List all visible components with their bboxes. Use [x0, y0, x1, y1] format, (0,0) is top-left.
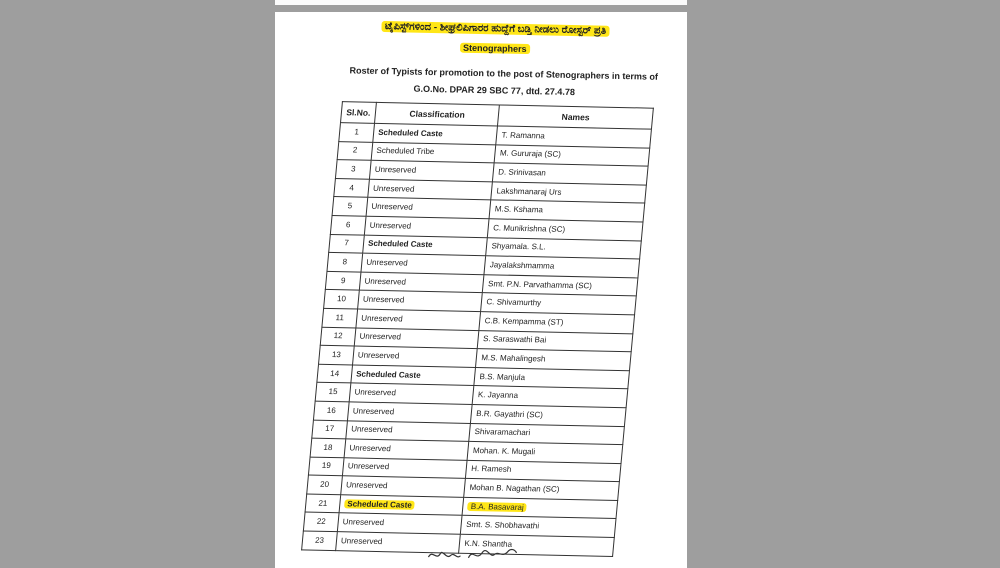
- row-classification: Unreserved: [369, 160, 494, 181]
- row-name: B.R. Gayathri (SC): [471, 404, 626, 426]
- document-sheet: [275, 12, 687, 568]
- row-slno: 15: [315, 383, 351, 402]
- row-classification: Unreserved: [341, 476, 466, 497]
- row-slno: 16: [313, 401, 349, 420]
- row-name: C. Shivamurthy: [481, 293, 636, 315]
- row-classification: Unreserved: [353, 346, 478, 367]
- subtitle: [460, 43, 530, 54]
- row-classification: Unreserved: [346, 420, 471, 441]
- row-classification: Unreserved: [358, 290, 483, 311]
- row-name: C. Munikrishna (SC): [488, 219, 643, 241]
- row-slno: 11: [322, 308, 358, 327]
- row-name: Jayalakshmamma: [484, 256, 639, 278]
- row-name: M. Gururaja (SC): [495, 145, 650, 167]
- row-slno: 3: [335, 160, 371, 179]
- row-slno: 21: [305, 494, 341, 513]
- order-reference: G.O.No. DPAR 29 SBC 77, dtd. 27.4.78: [413, 83, 576, 98]
- roster-body: [302, 123, 652, 556]
- row-classification: Unreserved: [336, 532, 461, 553]
- row-classification: Unreserved: [347, 402, 472, 423]
- row-name: C.B. Kempamma (ST): [479, 312, 634, 334]
- row-classification: Unreserved: [356, 309, 481, 330]
- row-slno: 18: [310, 438, 346, 457]
- row-slno: 17: [312, 420, 348, 439]
- row-classification: Unreserved: [344, 439, 469, 460]
- row-classification: Scheduled Caste: [363, 235, 488, 256]
- row-classification: Unreserved: [342, 457, 467, 478]
- row-classification: Unreserved: [359, 272, 484, 293]
- row-name: Shyamala. S.L.: [486, 237, 641, 259]
- row-classification: Unreserved: [354, 328, 479, 349]
- row-name: M.S. Kshama: [490, 200, 645, 222]
- row-slno: 23: [302, 531, 338, 550]
- row-classification: Unreserved: [368, 179, 493, 200]
- row-name: H. Ramesh: [466, 460, 621, 482]
- row-classification: Scheduled Tribe: [371, 142, 496, 163]
- row-name: Lakshmanaraj Urs: [491, 182, 646, 204]
- row-slno: 19: [308, 457, 344, 476]
- kannada-title-text: ಟೈಪಿಸ್ಟ್‌ಗಳಿಂದ - ಶೀಘ್ರಲಿಪಿಗಾರರ ಹುದ್ದೆಗೆ ಬಡ್ತಿ ನೀಡಲು ರೋಸ್ಟರ್ ಪ್ರತಿ: [382, 21, 609, 37]
- row-classification: Unreserved: [349, 383, 474, 404]
- row-name: Shivaramachari: [469, 423, 624, 445]
- row-name: K.N. Shantha: [459, 534, 614, 556]
- subtitle-text: Stenographers: [460, 43, 530, 54]
- previous-page-edge: [275, 0, 687, 5]
- header-classification: Classification: [374, 102, 499, 126]
- header-slno: Sl.No.: [341, 102, 377, 124]
- row-name: Mohan. K. Mugali: [468, 442, 623, 464]
- row-name: Smt. P.N. Parvathamma (SC): [483, 274, 638, 296]
- row-slno: 12: [320, 327, 356, 346]
- row-slno: 1: [339, 123, 375, 142]
- row-slno: 22: [303, 512, 339, 531]
- document-page: [275, 12, 687, 568]
- row-classification: Unreserved: [366, 198, 491, 219]
- kannada-title: [375, 20, 615, 39]
- row-classification: Scheduled Caste: [351, 365, 476, 386]
- row-slno: 20: [307, 475, 343, 494]
- row-slno: 9: [325, 271, 361, 290]
- row-name: Mohan B. Nagathan (SC): [464, 479, 619, 501]
- row-classification: Unreserved: [361, 253, 486, 274]
- row-classification: Unreserved: [337, 513, 462, 534]
- row-classification: Unreserved: [364, 216, 489, 237]
- highlighted-classification: Scheduled Caste: [344, 499, 415, 509]
- row-name: K. Jayanna: [473, 386, 628, 408]
- row-slno: 7: [329, 234, 365, 253]
- row-name: D. Srinivasan: [493, 163, 648, 185]
- row-name: M.S. Mahalingesh: [476, 349, 631, 371]
- row-slno: 5: [332, 197, 368, 216]
- row-slno: 8: [327, 253, 363, 272]
- row-name: Smt. S. Shobhavathi: [461, 516, 616, 538]
- handwritten-signature: [424, 543, 524, 567]
- row-name: B.S. Manjula: [474, 367, 629, 389]
- row-slno: 10: [324, 290, 360, 309]
- header-names: Names: [498, 105, 653, 129]
- row-slno: 13: [319, 345, 355, 364]
- row-slno: 14: [317, 364, 353, 383]
- highlighted-name: B.A. Basavaraj: [467, 502, 527, 512]
- row-name: T. Ramanna: [496, 126, 651, 148]
- row-slno: 6: [330, 215, 366, 234]
- roster-heading: Roster of Typists for promotion to the post of Stenographers in terms of: [349, 65, 658, 82]
- roster-table: [301, 101, 654, 556]
- row-slno: 2: [337, 141, 373, 160]
- row-slno: 4: [334, 178, 370, 197]
- row-name: S. Saraswathi Bai: [478, 330, 633, 352]
- row-classification: Scheduled Caste: [373, 123, 498, 144]
